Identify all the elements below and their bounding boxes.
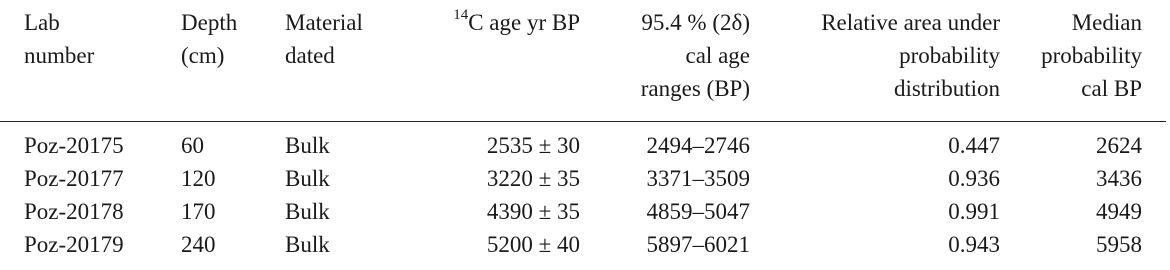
cell-cal-range: 3371–3509 bbox=[646, 166, 750, 191]
header-median bbox=[1000, 0, 1166, 122]
cell-c14-age: 3220 ± 35 bbox=[486, 166, 580, 191]
cell-c14-age: 2535 ± 30 bbox=[486, 133, 580, 158]
header-cal-range-line: 95.4 % (2δ) bbox=[641, 10, 750, 35]
header-material bbox=[285, 0, 425, 122]
header-relative-area-line: probability bbox=[899, 43, 1000, 68]
header-relative-area-line: distribution bbox=[893, 76, 1000, 101]
header-relative-area bbox=[750, 0, 1000, 122]
header-cal-range bbox=[582, 0, 750, 122]
header-median-line: cal BP bbox=[1081, 76, 1142, 101]
table-row bbox=[0, 195, 1166, 228]
table-row bbox=[0, 162, 1166, 195]
header-lab-number bbox=[0, 0, 181, 122]
cell-relative-area: 0.447 bbox=[948, 133, 1000, 158]
header-lab-number-line: number bbox=[24, 43, 95, 68]
header-depth bbox=[181, 0, 285, 122]
header-c14-superscript: 14 bbox=[453, 7, 469, 24]
header-relative-area-line: Relative area under bbox=[821, 10, 1000, 35]
cell-c14-age: 5200 ± 40 bbox=[486, 232, 580, 257]
cell-median: 5958 bbox=[1096, 232, 1142, 257]
cell-cal-range: 2494–2746 bbox=[646, 133, 750, 158]
header-c14-text: C age yr BP bbox=[468, 10, 580, 35]
cell-relative-area: 0.936 bbox=[948, 166, 1000, 191]
cell-depth: 60 bbox=[181, 133, 204, 158]
header-median-line: probability bbox=[1041, 43, 1142, 68]
cell-material: Bulk bbox=[285, 232, 330, 257]
header-material-line: Material bbox=[285, 10, 363, 35]
cell-c14-age: 4390 ± 35 bbox=[486, 199, 580, 224]
cell-material: Bulk bbox=[285, 166, 330, 191]
header-material-line: dated bbox=[285, 43, 335, 68]
cell-median: 3436 bbox=[1096, 166, 1142, 191]
cell-relative-area: 0.991 bbox=[948, 199, 1000, 224]
cell-median: 4949 bbox=[1096, 199, 1142, 224]
table-row bbox=[0, 228, 1166, 261]
cell-median: 2624 bbox=[1096, 133, 1142, 158]
header-median-line: Median bbox=[1071, 10, 1142, 35]
table-row bbox=[0, 122, 1166, 163]
cell-depth: 170 bbox=[181, 199, 216, 224]
header-cal-range-line: cal age bbox=[685, 43, 750, 68]
cell-material: Bulk bbox=[285, 199, 330, 224]
header-row bbox=[0, 0, 1166, 122]
cell-depth: 240 bbox=[181, 232, 216, 257]
cell-cal-range: 5897–6021 bbox=[646, 232, 750, 257]
header-depth-line: Depth bbox=[181, 10, 238, 35]
cell-relative-area: 0.943 bbox=[948, 232, 1000, 257]
header-lab-number-line: Lab bbox=[24, 10, 60, 35]
cell-cal-range: 4859–5047 bbox=[646, 199, 750, 224]
cell-lab-number: Poz-20177 bbox=[24, 166, 124, 191]
cell-lab-number: Poz-20179 bbox=[24, 232, 124, 257]
table-body bbox=[0, 122, 1166, 262]
cell-lab-number: Poz-20175 bbox=[24, 133, 124, 158]
header-cal-range-line: ranges (BP) bbox=[640, 76, 750, 101]
cell-material: Bulk bbox=[285, 133, 330, 158]
header-depth-line: (cm) bbox=[181, 43, 225, 68]
table-header bbox=[0, 0, 1166, 122]
cell-depth: 120 bbox=[181, 166, 216, 191]
header-c14-age bbox=[425, 0, 582, 122]
cell-lab-number: Poz-20178 bbox=[24, 199, 124, 224]
